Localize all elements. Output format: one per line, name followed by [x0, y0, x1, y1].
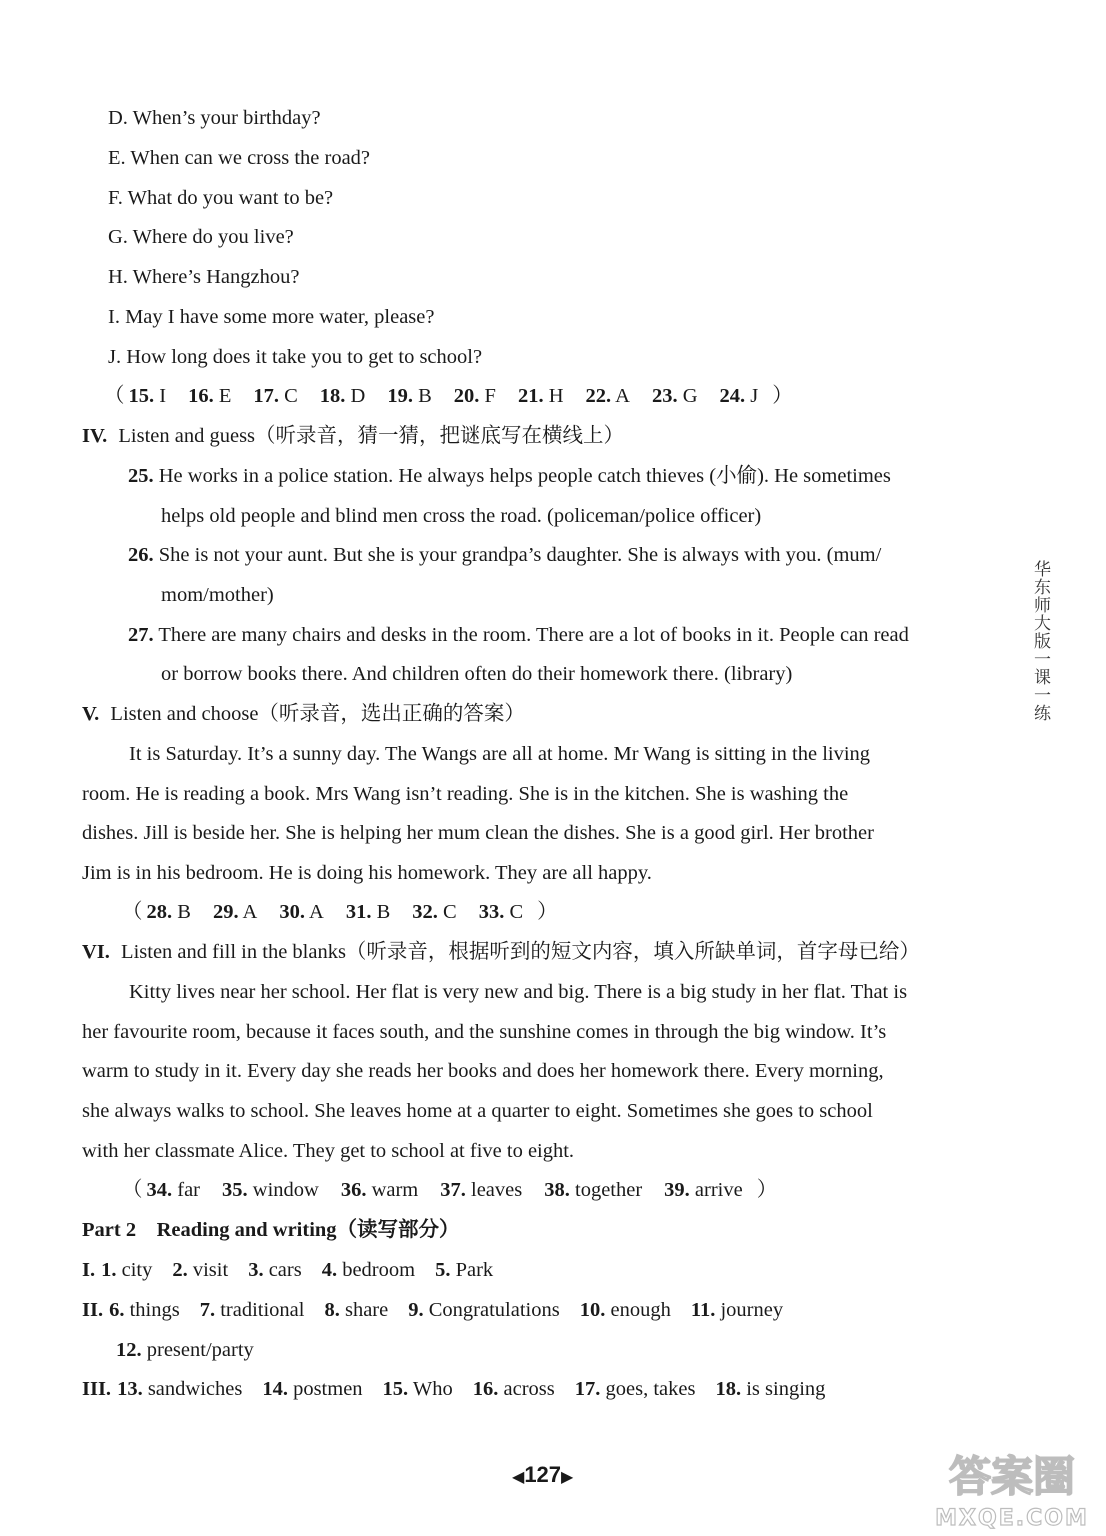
answer-item — [440, 1179, 522, 1201]
option-j: J. How long does it take you to get to school? — [108, 346, 483, 368]
question-text: There are many chairs and desks in the room. There are a lot of books in it. People can read — [158, 624, 909, 646]
answer-value: A — [238, 901, 258, 923]
answer-value: sandwiches — [142, 1378, 243, 1400]
answer-item — [320, 385, 366, 407]
question-number: 27. — [128, 624, 154, 646]
question-25-line2: helps old people and blind men cross the road. (policeman/police officer) — [161, 505, 762, 527]
answer-value: far — [172, 1179, 201, 1201]
answer-number: 18. — [319, 385, 346, 407]
answer-number: 29. — [212, 901, 239, 923]
option-h: H. Where’s Hangzhou? — [108, 266, 300, 288]
answer-number: 39. — [664, 1179, 690, 1201]
page-number — [512, 1462, 573, 1488]
answer-value: A — [305, 901, 324, 923]
answer-item — [544, 1179, 642, 1201]
answer-value: bedroom — [337, 1259, 416, 1281]
answer-value: B — [371, 901, 391, 923]
answer-item — [279, 901, 323, 923]
section-v-heading — [82, 702, 525, 726]
answer-list — [147, 901, 524, 923]
answer-value: cars — [263, 1259, 302, 1281]
answer-item — [129, 385, 167, 407]
answer-item — [586, 385, 630, 407]
answer-value: E — [213, 385, 232, 407]
answer-item — [412, 901, 456, 923]
answer-value: C — [278, 385, 298, 407]
answer-number: 33. — [478, 901, 505, 923]
answer-value: C — [504, 901, 524, 923]
answer-value: visit — [187, 1259, 229, 1281]
question-number: 25. — [128, 465, 154, 487]
question-27-line1 — [128, 623, 909, 647]
section-title: Listen and guess（听录音，猜一猜，把谜底写在横线上） — [118, 425, 625, 447]
answer-number: 16. — [188, 385, 214, 407]
answer-item — [324, 1299, 388, 1321]
question-27-line2: or borrow books there. And children often do their homework there. (library) — [161, 663, 793, 685]
answer-number: 20. — [453, 385, 480, 407]
answer-value: C — [437, 901, 457, 923]
close-paren: ） — [537, 901, 558, 923]
svg-text:MXQE.COM: MXQE.COM — [935, 1506, 1089, 1531]
answer-number: 11. — [690, 1299, 716, 1321]
answer-value: share — [339, 1299, 389, 1321]
open-paren: （ — [122, 901, 143, 923]
answer-number: 22. — [585, 385, 612, 407]
passage-vi-line1: Kitty lives near her school. Her flat is very new and big. There is a big study in her flat. That is — [129, 981, 908, 1003]
answer-value: city — [116, 1259, 153, 1281]
answer-item — [387, 385, 431, 407]
section-numeral: III. — [82, 1378, 112, 1400]
answer-number: 36. — [340, 1179, 367, 1201]
question-26-line1 — [128, 543, 881, 567]
option-e: E. When can we cross the road? — [108, 147, 371, 169]
answer-number: 10. — [579, 1299, 606, 1321]
answer-list — [116, 1339, 254, 1361]
section-numeral: VI. — [82, 941, 110, 963]
answer-item — [473, 1378, 555, 1400]
section-title: Listen and fill in the blanks（听录音，根据听到的短文内容，填入所缺单词，首字母已给） — [121, 941, 920, 963]
answer-value: Congratulations — [423, 1299, 560, 1321]
question-26-line2: mom/mother) — [161, 584, 274, 606]
answer-item — [720, 385, 759, 407]
left-triangle-icon: ◀ — [512, 1469, 525, 1486]
answer-list — [147, 1179, 743, 1201]
answer-value: F — [479, 385, 496, 407]
answer-value: journey — [715, 1299, 784, 1321]
passage-vi-line4: she always walks to school. She leaves home at a quarter to eight. Sometimes she goes to school — [82, 1100, 873, 1122]
answer-item — [454, 385, 496, 407]
answer-value: present/party — [141, 1339, 254, 1361]
answer-item — [518, 385, 564, 407]
answer-value: across — [498, 1378, 555, 1400]
open-paren: （ — [122, 1179, 143, 1201]
answer-item — [200, 1299, 305, 1321]
option-g: G. Where do you live? — [108, 226, 294, 248]
question-text: He works in a police station. He always helps people catch thieves (小偷). He sometimes — [158, 465, 891, 487]
passage-v-line1: It is Saturday. It’s a sunny day. The Wangs are all at home. Mr Wang is sitting in the living — [129, 743, 871, 765]
answer-item — [691, 1299, 783, 1321]
part2-section-iii — [82, 1377, 825, 1401]
answer-item — [188, 385, 231, 407]
answer-number: 12. — [116, 1339, 142, 1361]
answer-number: 4. — [321, 1259, 338, 1281]
answer-item — [715, 1378, 825, 1400]
answer-item — [101, 1259, 152, 1281]
part2-heading: Part 2 Reading and writing（读写部分） — [82, 1219, 460, 1241]
answer-item — [408, 1299, 559, 1321]
answer-value: postmen — [287, 1378, 363, 1400]
answers-15-24 — [104, 384, 793, 408]
passage-vi-line2: her favourite room, because it faces south, and the sunshine comes in through the big window. It’s — [82, 1021, 887, 1043]
question-text: She is not your aunt. But she is your grandpa’s daughter. She is always with you. (mum/ — [158, 544, 882, 566]
section-title: Listen and choose（听录音，选出正确的答案） — [110, 703, 525, 725]
answer-number: 19. — [387, 385, 413, 407]
answer-item — [213, 901, 257, 923]
option-i: I. May I have some more water, please? — [108, 306, 435, 328]
part2-section-ii — [82, 1298, 783, 1322]
passage-v-line3: dishes. Jill is beside her. She is helping her mum clean the dishes. She is a good girl. Her brother — [82, 822, 874, 844]
section-iv-heading — [82, 424, 624, 448]
answer-number: 30. — [279, 901, 305, 923]
answer-list — [101, 1259, 493, 1281]
passage-v-line2: room. He is reading a book. Mrs Wang isn’t reading. She is in the kitchen. She is washing the — [82, 783, 849, 805]
answer-value: window — [247, 1179, 319, 1201]
answer-item — [322, 1259, 415, 1281]
answer-item — [172, 1259, 228, 1281]
answer-number: 2. — [172, 1259, 188, 1281]
watermark-logo — [928, 1445, 1096, 1531]
section-vi-heading — [82, 940, 920, 964]
right-triangle-icon: ▶ — [561, 1469, 574, 1486]
answer-item — [116, 1339, 254, 1361]
answer-number: 8. — [324, 1299, 340, 1321]
passage-v-line4: Jim is in his bedroom. He is doing his homework. They are all happy. — [82, 862, 652, 884]
answer-number: 15. — [382, 1378, 409, 1400]
page-number-value: 127 — [524, 1462, 562, 1487]
answer-number: 1. — [101, 1259, 117, 1281]
answer-number: 14. — [262, 1378, 288, 1400]
answer-number: 5. — [435, 1259, 451, 1281]
answer-item — [383, 1378, 453, 1400]
answer-number: 31. — [345, 901, 372, 923]
answer-number: 28. — [146, 901, 173, 923]
answer-item — [147, 1179, 201, 1201]
answer-item — [580, 1299, 671, 1321]
answer-item — [664, 1179, 743, 1201]
question-25-line1 — [128, 464, 891, 488]
answer-value: I — [154, 385, 167, 407]
close-paren: ） — [756, 1179, 778, 1201]
answer-number: 9. — [408, 1299, 424, 1321]
answer-number: 3. — [248, 1259, 264, 1281]
answer-item — [117, 1378, 242, 1400]
answer-list — [109, 1299, 783, 1321]
section-numeral: I. — [82, 1259, 96, 1281]
section-numeral: IV. — [82, 425, 108, 447]
close-paren: ） — [772, 385, 793, 407]
answer-number: 13. — [117, 1378, 143, 1400]
answer-number: 35. — [222, 1179, 248, 1201]
answer-value: H — [543, 385, 564, 407]
answer-value: warm — [366, 1179, 419, 1201]
answer-list — [117, 1378, 825, 1400]
answer-number: 17. — [574, 1378, 601, 1400]
answer-number: 6. — [109, 1299, 125, 1321]
answer-number: 7. — [199, 1299, 216, 1321]
answer-item — [652, 385, 698, 407]
answer-value: enough — [605, 1299, 671, 1321]
answer-number: 34. — [146, 1179, 173, 1201]
part2-section-ii-cont — [116, 1338, 254, 1362]
answer-value: J — [745, 385, 759, 407]
answer-number: 17. — [253, 385, 279, 407]
answer-item — [253, 385, 297, 407]
answer-value: is singing — [741, 1378, 826, 1400]
answer-value: things — [124, 1299, 180, 1321]
answer-number: 15. — [128, 385, 155, 407]
answer-value: D — [345, 385, 366, 407]
section-numeral: II. — [82, 1299, 104, 1321]
answer-list — [129, 385, 759, 407]
passage-vi-line5: with her classmate Alice. They get to school at five to eight. — [82, 1140, 575, 1162]
answer-item — [346, 901, 390, 923]
answer-value: Who — [408, 1378, 453, 1400]
answer-number: 16. — [472, 1378, 499, 1400]
section-numeral: V. — [82, 703, 100, 725]
answer-value: B — [172, 901, 191, 923]
answer-number: 24. — [719, 385, 746, 407]
answer-value: arrive — [689, 1179, 743, 1201]
answer-number: 23. — [651, 385, 678, 407]
answer-value: G — [677, 385, 698, 407]
answer-item — [262, 1378, 362, 1400]
answer-item — [147, 901, 191, 923]
answer-item — [248, 1259, 302, 1281]
answers-28-33 — [122, 900, 558, 924]
answer-value: A — [611, 385, 630, 407]
answer-item — [109, 1299, 180, 1321]
answer-item — [222, 1179, 319, 1201]
answers-34-39 — [122, 1178, 777, 1202]
passage-vi-line3: warm to study in it. Every day she reads her books and does her homework there. Every morning, — [82, 1060, 884, 1082]
answer-number: 18. — [715, 1378, 742, 1400]
answer-item — [341, 1179, 418, 1201]
answer-value: together — [569, 1179, 643, 1201]
option-f: F. What do you want to be? — [108, 187, 334, 209]
answer-item — [479, 901, 523, 923]
answer-item — [575, 1378, 696, 1400]
answer-value: Park — [450, 1259, 494, 1281]
option-d: D. When’s your birthday? — [108, 107, 321, 129]
answer-number: 38. — [544, 1179, 570, 1201]
answer-number: 32. — [412, 901, 438, 923]
side-book-title: 华东师大版一课一练 — [1031, 560, 1050, 722]
answer-number: 21. — [517, 385, 544, 407]
answer-item — [435, 1259, 493, 1281]
svg-text:答案圈: 答案圈 — [948, 1452, 1076, 1501]
part2-section-i — [82, 1258, 493, 1282]
answer-value: leaves — [465, 1179, 523, 1201]
open-paren: （ — [104, 385, 125, 407]
answer-value: traditional — [215, 1299, 305, 1321]
answer-value: goes, takes — [600, 1378, 696, 1400]
answer-number: 37. — [440, 1179, 466, 1201]
question-number: 26. — [128, 544, 154, 566]
answer-value: B — [412, 385, 432, 407]
